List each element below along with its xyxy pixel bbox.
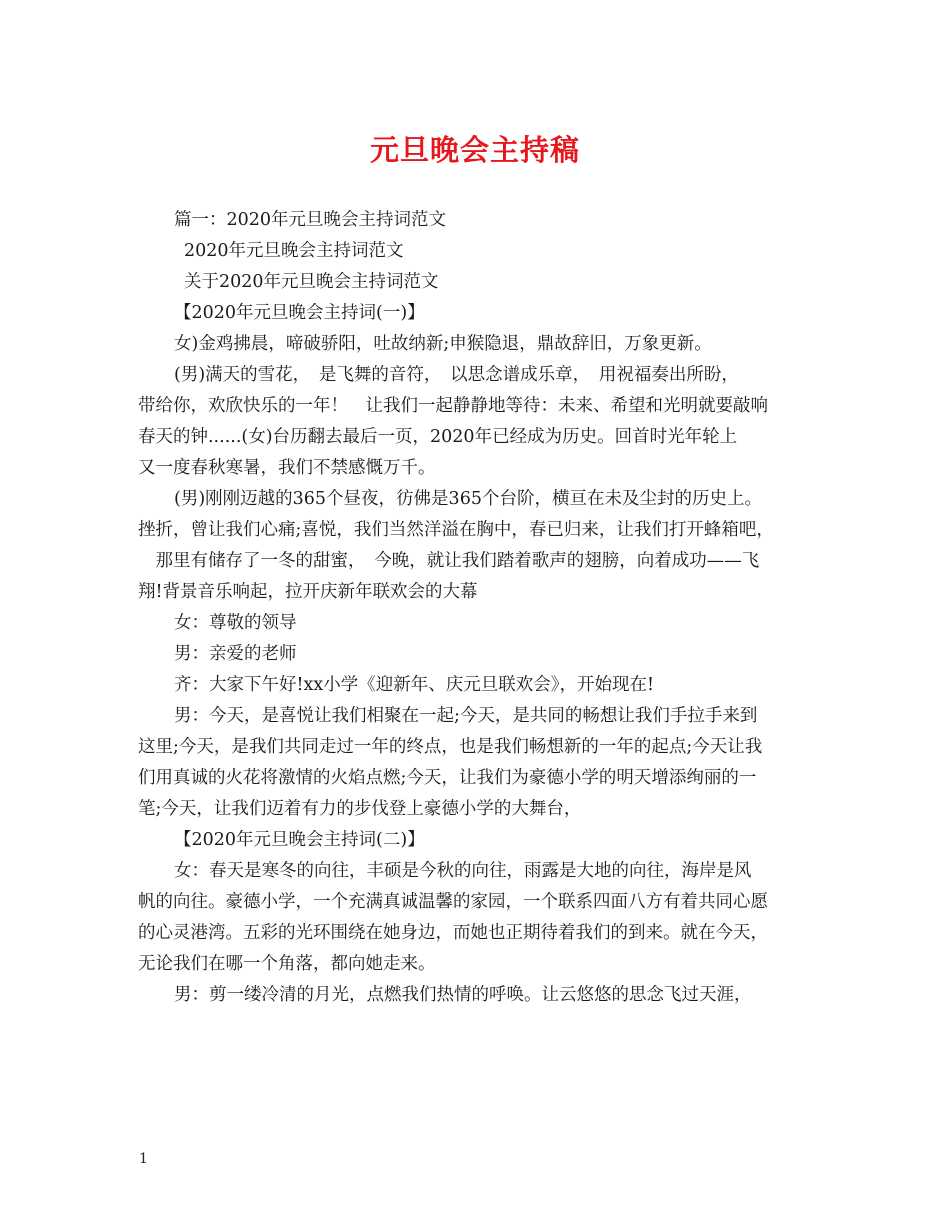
text-line: 篇一：2020年元旦晚会主持词范文 bbox=[174, 210, 447, 230]
document-title: 元旦晚会主持稿 bbox=[369, 133, 580, 167]
text-line: 女)金鸡拂晨，啼破骄阳，吐故纳新;申猴隐退，鼎故辞旧，万象更新。 bbox=[174, 334, 712, 354]
text-line: 帆的向往。豪德小学，一个充满真诚温馨的家园，一个联系四面八方有着共同心愿 bbox=[138, 892, 768, 912]
text-line: 关于2020年元旦晚会主持词范文 bbox=[184, 272, 439, 292]
text-line: 春天的钟......(女)台历翻去最后一页，2020年已经成为历史。回首时光年轮上 bbox=[138, 427, 738, 447]
text-line: 男：今天，是喜悦让我们相聚在一起;今天，是共同的畅想让我们手拉手来到 bbox=[174, 706, 758, 726]
text-line: 笔;今天，让我们迈着有力的步伐登上豪德小学的大舞台， bbox=[138, 799, 582, 819]
text-line: 这里;今天，是我们共同走过一年的终点，也是我们畅想新的一年的起点;今天让我 bbox=[138, 737, 763, 757]
text-line: 翔!背景音乐响起，拉开庆新年联欢会的大幕 bbox=[138, 582, 478, 602]
text-line: 的心灵港湾。五彩的光环围绕在她身边，而她也正期待着我们的到来。就在今天， bbox=[138, 923, 768, 943]
document-body bbox=[138, 205, 818, 1011]
text-line: 齐：大家下午好!xx小学《迎新年、庆元旦联欢会》，开始现在! bbox=[174, 675, 655, 695]
text-line: 带给你，欢欣快乐的一年！ 让我们一起静静地等待：未来、希望和光明就要敲响 bbox=[138, 396, 768, 416]
text-line: 女：尊敬的领导 bbox=[174, 613, 297, 633]
text-line: 【2020年元旦晚会主持词(一)】 bbox=[174, 303, 425, 323]
text-line: 们用真诚的火花将激情的火焰点燃;今天，让我们为豪德小学的明天增添绚丽的一 bbox=[138, 768, 757, 788]
text-line: 女：春天是寒冬的向往，丰硕是今秋的向往，雨露是大地的向往，海岸是风 bbox=[174, 861, 752, 881]
text-line: 男：亲爱的老师 bbox=[174, 644, 297, 664]
text-line: (男)刚刚迈越的365个昼夜，彷佛是365个台阶，横亘在未及尘封的历史上。 bbox=[174, 489, 762, 509]
text-line: 2020年元旦晚会主持词范文 bbox=[184, 241, 404, 261]
page-number: 1 bbox=[139, 1151, 148, 1167]
text-line: 那里有储存了一冬的甜蜜， 今晚，就让我们踏着歌声的翅膀，向着成功——飞 bbox=[138, 551, 760, 571]
text-line: (男)满天的雪花， 是飞舞的音符， 以思念谱成乐章， 用祝福奏出所盼， bbox=[174, 365, 739, 385]
text-line: 又一度春秋寒暑，我们不禁感慨万千。 bbox=[138, 458, 436, 478]
text-line: 无论我们在哪一个角落，都向她走来。 bbox=[138, 954, 436, 974]
text-line: 挫折，曾让我们心痛;喜悦，我们当然洋溢在胸中，春已归来，让我们打开蜂箱吧， bbox=[138, 520, 774, 540]
text-line: 男：剪一缕冷清的月光，点燃我们热情的呼唤。让云悠悠的思念飞过天涯， bbox=[174, 985, 752, 1005]
text-line: 【2020年元旦晚会主持词(二)】 bbox=[174, 830, 425, 850]
